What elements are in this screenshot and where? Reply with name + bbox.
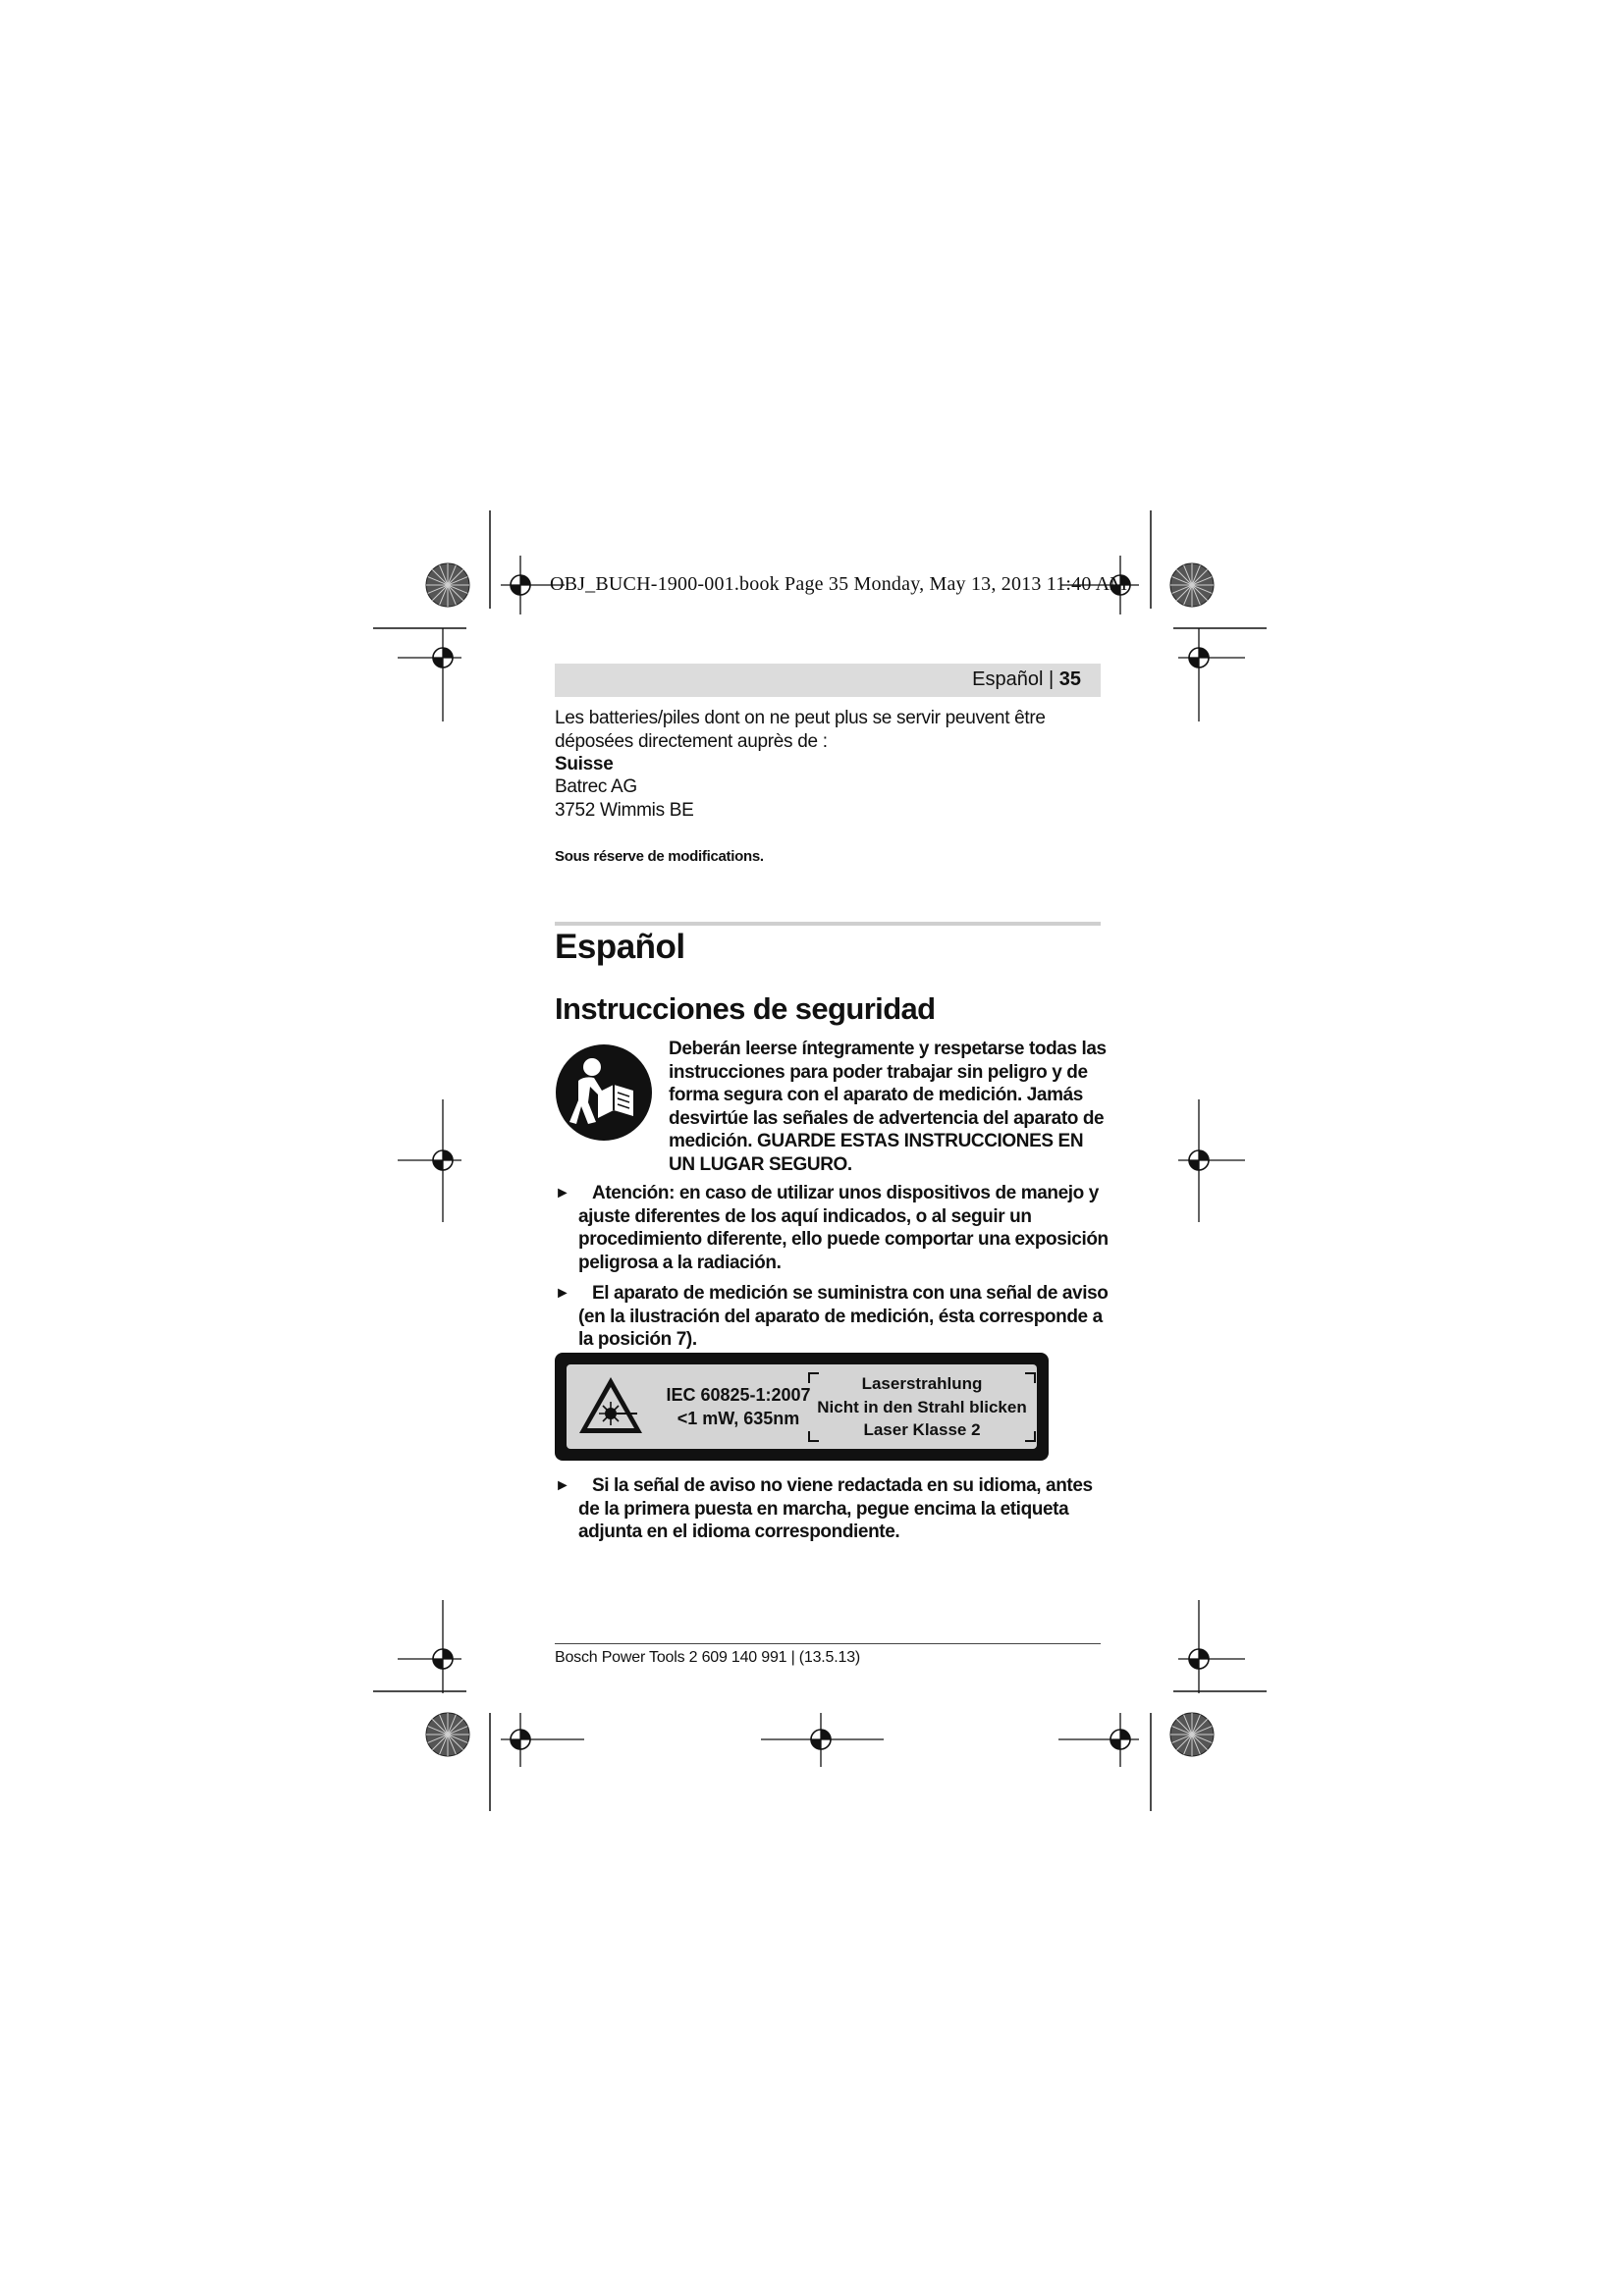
disposal-text: Les batteries/piles dont on ne peut plus se servir peuvent être déposées directement auprès de : xyxy=(555,708,1046,752)
laser-warning-icon xyxy=(576,1374,645,1437)
laser-power: <1 mW, 635nm xyxy=(677,1409,800,1428)
registration-mark-icon xyxy=(398,628,461,721)
bullet-text: Si la señal de aviso no viene redactada en su idioma, antes de la primera puesta en marcha, pegue encima la etiqueta adjunta en el idioma correspondiente. xyxy=(578,1475,1093,1543)
page-footer: Bosch Power Tools 2 609 140 991 | (13.5.13) xyxy=(555,1649,861,1666)
list-item xyxy=(555,1282,1110,1352)
registration-mark-icon xyxy=(1178,1600,1245,1693)
safety-intro: Deberán leerse íntegramente y respetarse todas las instrucciones para poder trabajar sin peligro y de forma segura con el aparato de medición. Jamás desvirtúe las señales de advertencia del aparato de medición. GUARDE ESTAS INSTRUCCIONES EN UN LUGAR SEGURO. xyxy=(669,1039,1107,1175)
disposal-country: Suisse xyxy=(555,754,614,774)
color-target-icon xyxy=(1170,1713,1214,1756)
color-target-icon xyxy=(426,1713,469,1756)
laser-warning-line1: Laserstrahlung xyxy=(861,1374,983,1393)
read-manual-icon xyxy=(555,1043,653,1142)
list-item xyxy=(555,1182,1110,1274)
page-header: Español | 35 xyxy=(555,664,1101,697)
subsection-title: Instrucciones de seguridad xyxy=(555,991,936,1026)
section-divider xyxy=(555,922,1101,926)
registration-mark-icon xyxy=(398,1099,461,1222)
footer-divider xyxy=(555,1643,1101,1644)
color-target-icon xyxy=(426,563,469,607)
arrow-bullet-icon: ► xyxy=(555,1285,570,1302)
registration-mark-icon xyxy=(1058,1713,1139,1767)
laser-standard: IEC 60825-1:2007 xyxy=(666,1385,811,1405)
bullet-text: Atención: en caso de utilizar unos dispositivos de manejo y ajuste diferentes de los aquí indicados, o al seguir un procedimiento diferente, ello puede comportar una exposición peligrosa a la radiación. xyxy=(578,1183,1109,1273)
laser-warning-label xyxy=(555,1353,1049,1461)
registration-mark-icon xyxy=(501,1713,584,1767)
registration-mark-icon xyxy=(761,1713,884,1767)
reserve-note: Sous réserve de modifications. xyxy=(555,848,764,865)
registration-mark-icon xyxy=(1178,1099,1245,1222)
section-title: Español xyxy=(555,928,685,966)
color-target-icon xyxy=(1170,563,1214,607)
disposal-address: 3752 Wimmis BE xyxy=(555,800,694,821)
list-item xyxy=(555,1474,1110,1544)
registration-mark-icon xyxy=(398,1600,461,1693)
disposal-company: Batrec AG xyxy=(555,776,637,797)
arrow-bullet-icon: ► xyxy=(555,1477,570,1494)
page-number: 35 xyxy=(1058,668,1081,690)
bullet-text: El aparato de medición se suministra con una señal de aviso (en la ilustración del aparato de medición, ésta corresponde a la posición 7). xyxy=(578,1283,1109,1351)
laser-warning-line3: Laser Klasse 2 xyxy=(863,1420,981,1439)
laser-warning-line2: Nicht in den Strahl blicken xyxy=(817,1397,1027,1416)
print-slug: OBJ_BUCH-1900-001.book Page 35 Monday, May 13, 2013 11:40 AM xyxy=(550,573,1128,595)
registration-mark-icon xyxy=(1178,628,1245,721)
header-language: Español xyxy=(972,668,1044,690)
arrow-bullet-icon: ► xyxy=(555,1185,570,1201)
